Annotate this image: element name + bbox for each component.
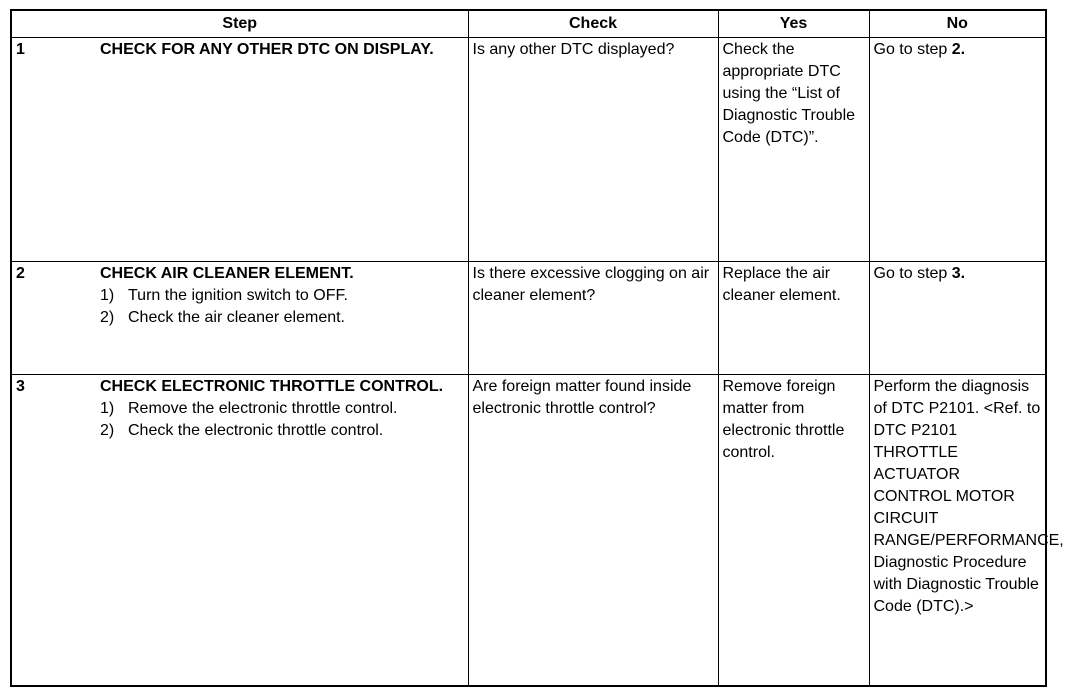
yes-cell: Replace the air cleaner element. — [718, 262, 869, 375]
check-cell: Is any other DTC displayed? — [468, 38, 718, 262]
no-text: Go to step — [873, 265, 952, 282]
step-cell — [11, 262, 468, 375]
yes-cell: Check the appropriate DTC using the “List of Diagnostic Trouble Code (DTC)”. — [718, 38, 869, 262]
step-title: CHECK ELECTRONIC THROTTLE CONTROL. — [100, 378, 444, 395]
substep — [100, 285, 464, 307]
header-no: No — [869, 10, 1046, 38]
substep-text: Turn the ignition switch to OFF. — [128, 287, 348, 304]
diagnostic-table — [10, 9, 1064, 687]
step-number: 1 — [16, 41, 25, 58]
no-text: Go to step — [873, 41, 952, 58]
step-cell — [11, 38, 468, 262]
no-cell: Perform the diagnosis of DTC P2101. <Ref. to DTC P2101 THROTTLE ACTUATOR CONTROL MOTOR CIRCUIT RANGE/PERFORMANCE, Diagnostic Procedure with Diagnostic Trouble Code (DTC).> — [869, 375, 1046, 687]
step-cell — [11, 375, 468, 687]
yes-cell: Remove foreign matter from electronic throttle control. — [718, 375, 869, 687]
header-yes: Yes — [718, 10, 869, 38]
substep — [100, 398, 464, 420]
substep-number: 2) — [100, 422, 115, 439]
table-row — [11, 38, 1046, 262]
substep-text: Check the air cleaner element. — [128, 309, 345, 326]
no-step-ref: 3. — [951, 265, 966, 282]
substep-number: 2) — [100, 309, 115, 326]
no-step-ref: 2. — [951, 41, 966, 58]
substep — [100, 420, 464, 442]
substep — [100, 307, 464, 329]
table-row — [11, 375, 1046, 687]
header-row — [11, 10, 1046, 38]
check-cell: Is there excessive clogging on air cleaner element? — [468, 262, 718, 375]
substep-number: 1) — [100, 287, 115, 304]
step-title: CHECK FOR ANY OTHER DTC ON DISPLAY. — [100, 41, 434, 58]
step-title: CHECK AIR CLEANER ELEMENT. — [100, 265, 354, 282]
check-cell: Are foreign matter found inside electronic throttle control? — [468, 375, 718, 687]
substep-text: Check the electronic throttle control. — [128, 422, 384, 439]
step-number: 2 — [16, 265, 25, 282]
table-row — [11, 262, 1046, 375]
no-cell — [869, 38, 1046, 262]
header-check: Check — [468, 10, 718, 38]
header-step: Step — [11, 10, 468, 38]
step-number: 3 — [16, 378, 25, 395]
substep-text: Remove the electronic throttle control. — [128, 400, 398, 417]
no-cell — [869, 262, 1046, 375]
substep-number: 1) — [100, 400, 115, 417]
